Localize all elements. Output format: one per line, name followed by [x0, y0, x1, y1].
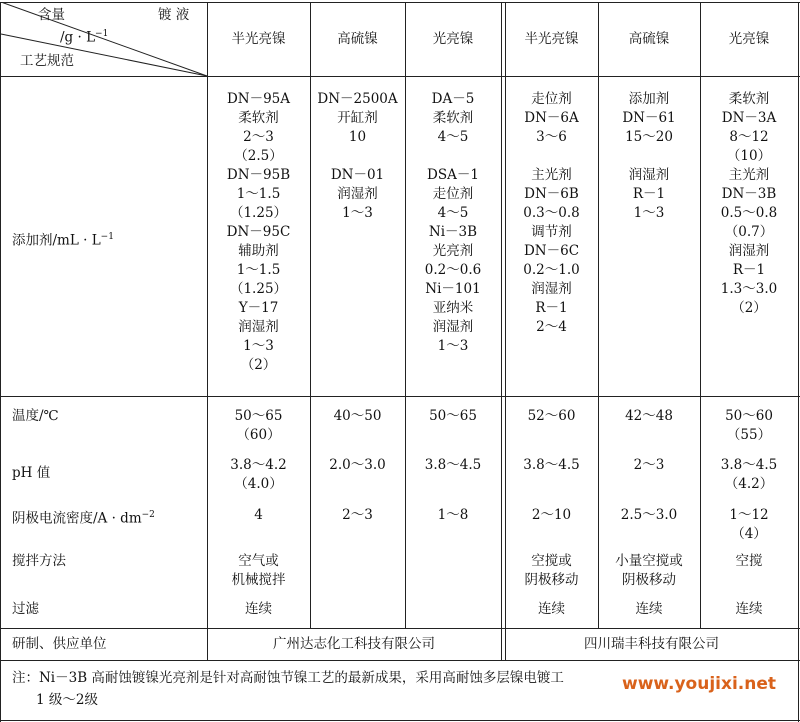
additive-cell-2: DN－2500A 开缸剂 10 DN－01 润湿剂 1～3 [317, 91, 398, 221]
ph-cell-3: 3.8～4.5 [424, 457, 482, 473]
current-density-cell-4: 2～10 [531, 507, 572, 523]
temperature-cell-3: 50～65 [429, 408, 477, 424]
temperature-cell-4: 52～60 [527, 408, 576, 424]
current-density-cell-5: 2.5～3.0 [620, 507, 678, 523]
additive-cell-1: DN－95A 柔软剂 2～3 （2.5） DN－95B 1～1.5 （1.25） DN－95C 辅助剂 1～1.5 （1.25） Y－17 润湿剂 1～3 （2） [226, 91, 291, 373]
corner-unit-label: $/g \cdot L^{-1}$ [60, 29, 109, 46]
col-header-2: 高硫镍 [337, 31, 378, 47]
ph-cell-4: 3.8～4.5 [523, 457, 580, 473]
row-label-agitation: 搅拌方法 [12, 553, 66, 569]
agitation-cell-6: 空搅 [735, 553, 763, 569]
agitation-cell-4: 空搅或 阴极移动 [524, 553, 579, 588]
current-density-cell-3: 1～8 [437, 507, 469, 523]
col-sep-4a [501, 2, 502, 660]
col-header-5: 高硫镍 [628, 31, 670, 47]
row-label-supplier: 研制、供应单位 [12, 636, 107, 652]
additive-cell-4: 走位剂 DN－6A 3～6 主光剂 DN－6B 0.3～0.8 调节剂 DN－6C 0.2～1.0 润湿剂 R－1 2～4 [523, 91, 580, 335]
ph-cell-1: 3.8～4.2 （4.0） [230, 457, 287, 492]
corner-bath-label: 镀 液 [158, 7, 190, 23]
table-right-border [798, 2, 799, 722]
filtration-cell-1: 连续 [245, 601, 272, 617]
additive-cell-5: 添加剂 DN－61 15～20 润湿剂 R－1 1～3 [622, 91, 676, 221]
additive-cell-3: DA－5 柔软剂 4～5 DSA－1 走位剂 4～5 Ni－3B 光亮剂 0.2～0.6 Ni－101 亚纳米 润湿剂 1～3 [424, 91, 482, 354]
corner-process-label: 工艺规范 [20, 53, 74, 69]
table-left-border [0, 2, 1, 722]
current-density-cell-2: 2～3 [342, 507, 373, 523]
watermark-text: www.youjixi.net [618, 674, 780, 694]
filtration-cell-4: 连续 [538, 601, 565, 617]
col-header-3: 光亮镍 [432, 31, 474, 47]
current-density-cell-1: 4 [254, 507, 263, 523]
additive-cell-6: 柔软剂 DN－3A 8～12 （10） 主光剂 DN－3B 0.5～0.8 （0.7） 润湿剂 R－1 1.3～3.0 （2） [720, 91, 778, 316]
row-label-additives: 添加剂$/mL \cdot L^{-1}$ [12, 232, 114, 249]
agitation-cell-5: 小量空搅或 阴极移动 [615, 553, 683, 588]
additive-row-bottom-border [0, 396, 800, 397]
row-label-temperature: 温度/℃ [12, 408, 59, 424]
col-header-6: 光亮镍 [728, 31, 770, 47]
row-label-filtration: 过滤 [12, 601, 39, 617]
footnote-line-1: 注：Ni－3B 高耐蚀镀镍光亮剂是针对高耐蚀节镍工艺的最新成果，采用高耐蚀多层镍电镀工 [12, 670, 564, 686]
temperature-cell-6: 50～60 （55） [725, 408, 773, 443]
temperature-cell-5: 42～48 [625, 408, 673, 424]
corner-content-label: 含量 [38, 7, 65, 23]
col-header-4: 半光亮镍 [524, 31, 579, 47]
filtration-cell-6: 连续 [735, 601, 763, 617]
ph-cell-2: 2.0～3.0 [329, 457, 386, 473]
temperature-cell-1: 50～65 （60） [234, 408, 283, 443]
footnote-line-2: 1 级～2级 [36, 692, 98, 708]
ph-cell-6: 3.8～4.5 （4.2） [720, 457, 778, 492]
supplier-cell-guangzhou: 广州达志化工科技有限公司 [273, 636, 435, 652]
current-density-cell-6: 1～12 （4） [729, 507, 769, 542]
filtration-cell-5: 连续 [635, 601, 663, 617]
table-bottom-border [0, 720, 800, 721]
row-label-ph: pH 值 [12, 465, 51, 481]
row-label-current-density: 阴极电流密度$/A \cdot dm^{-2}$ [12, 510, 155, 527]
supplier-cell-sichuan: 四川瑞丰科技有限公司 [584, 636, 719, 652]
col-header-1: 半光亮镍 [231, 31, 286, 47]
process-rows-bottom-border [0, 628, 800, 629]
temperature-cell-2: 40～50 [333, 408, 382, 424]
supplier-row-bottom-border [0, 660, 800, 661]
agitation-cell-1: 空气或 机械搅拌 [231, 553, 286, 588]
ph-cell-5: 2～3 [633, 457, 665, 473]
